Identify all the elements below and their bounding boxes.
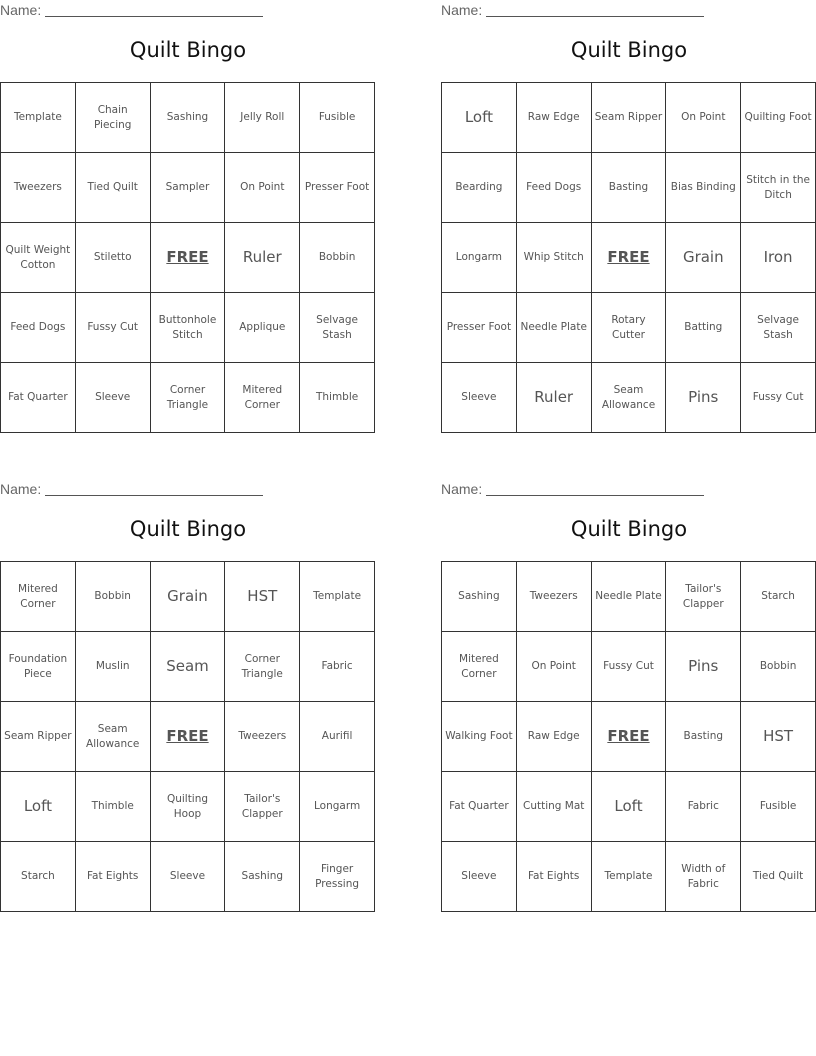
bingo-cell: Quilting Hoop — [151, 772, 226, 842]
bingo-cell: Seam Ripper — [1, 702, 76, 772]
bingo-cell: Iron — [741, 223, 816, 293]
bingo-cell: Sleeve — [442, 363, 517, 433]
bingo-cell: Longarm — [442, 223, 517, 293]
bingo-cell: Loft — [442, 83, 517, 153]
bingo-cell: Muslin — [76, 632, 151, 702]
bingo-cell: Stitch in the Ditch — [741, 153, 816, 223]
bingo-cell: Fusible — [300, 83, 375, 153]
free-space-cell: FREE — [592, 223, 667, 293]
bingo-cell: Width of Fabric — [666, 842, 741, 912]
bingo-grid — [441, 82, 816, 433]
bingo-cell: Stiletto — [76, 223, 151, 293]
bingo-grid — [441, 561, 816, 912]
bingo-cell: Seam Allowance — [592, 363, 667, 433]
bingo-cell: Bobbin — [741, 632, 816, 702]
card-title: Quilt Bingo — [570, 38, 688, 62]
bingo-cell: Fat Quarter — [442, 772, 517, 842]
bingo-cell: Bobbin — [300, 223, 375, 293]
card-title: Quilt Bingo — [129, 517, 247, 541]
bingo-cell: Thimble — [76, 772, 151, 842]
bingo-cell: Pins — [666, 363, 741, 433]
name-line — [0, 0, 376, 20]
bingo-cell: Tweezers — [225, 702, 300, 772]
bingo-cell: Mitered Corner — [1, 562, 76, 632]
bingo-cell: Jelly Roll — [225, 83, 300, 153]
bingo-cell: Bias Binding — [666, 153, 741, 223]
bingo-cell: Bobbin — [76, 562, 151, 632]
bingo-cell: Bearding — [442, 153, 517, 223]
bingo-cell: Sampler — [151, 153, 226, 223]
name-line — [441, 479, 816, 499]
bingo-cell: Tweezers — [517, 562, 592, 632]
name-label: Name: — [0, 481, 42, 497]
name-blank — [486, 16, 704, 17]
bingo-cell: Aurifil — [300, 702, 375, 772]
card-title: Quilt Bingo — [129, 38, 247, 62]
name-blank — [486, 495, 704, 496]
name-line — [0, 479, 376, 499]
name-blank — [45, 16, 263, 17]
bingo-cell: Fusible — [741, 772, 816, 842]
bingo-cell: Corner Triangle — [225, 632, 300, 702]
bingo-cell: Seam Allowance — [76, 702, 151, 772]
free-space-cell: FREE — [151, 702, 226, 772]
bingo-cell: Fussy Cut — [76, 293, 151, 363]
name-label: Name: — [441, 481, 483, 497]
bingo-cell: Raw Edge — [517, 83, 592, 153]
bingo-cell: HST — [741, 702, 816, 772]
name-label: Name: — [441, 2, 483, 18]
bingo-cell: Feed Dogs — [517, 153, 592, 223]
bingo-cell: Pins — [666, 632, 741, 702]
bingo-cell: Sleeve — [76, 363, 151, 433]
bingo-cell: HST — [225, 562, 300, 632]
bingo-cell: Ruler — [225, 223, 300, 293]
bingo-cell: Feed Dogs — [1, 293, 76, 363]
bingo-cell: Mitered Corner — [225, 363, 300, 433]
bingo-cell: Starch — [1, 842, 76, 912]
bingo-cell: Seam — [151, 632, 226, 702]
bingo-cell: Sashing — [225, 842, 300, 912]
bingo-cell: Sashing — [151, 83, 226, 153]
free-space-cell: FREE — [151, 223, 226, 293]
bingo-cell: Fabric — [666, 772, 741, 842]
bingo-grid — [0, 561, 375, 912]
bingo-cell: Sleeve — [442, 842, 517, 912]
bingo-cell: Raw Edge — [517, 702, 592, 772]
card-title: Quilt Bingo — [570, 517, 688, 541]
bingo-cell: Selvage Stash — [300, 293, 375, 363]
bingo-cell: Fussy Cut — [592, 632, 667, 702]
bingo-cell: Rotary Cutter — [592, 293, 667, 363]
bingo-cell: Fat Quarter — [1, 363, 76, 433]
bingo-cell: Fussy Cut — [741, 363, 816, 433]
bingo-cell: Fat Eights — [76, 842, 151, 912]
bingo-cell: Tailor's Clapper — [225, 772, 300, 842]
bingo-cell: Sashing — [442, 562, 517, 632]
bingo-cell: Template — [300, 562, 375, 632]
bingo-cell: Grain — [151, 562, 226, 632]
bingo-cell: Quilting Foot — [741, 83, 816, 153]
bingo-cell: Selvage Stash — [741, 293, 816, 363]
name-label: Name: — [0, 2, 42, 18]
bingo-cell: Thimble — [300, 363, 375, 433]
bingo-cell: Foundation Piece — [1, 632, 76, 702]
bingo-cell: Presser Foot — [300, 153, 375, 223]
bingo-cell: On Point — [517, 632, 592, 702]
name-line — [441, 0, 816, 20]
bingo-cell: Longarm — [300, 772, 375, 842]
bingo-cell: Basting — [592, 153, 667, 223]
bingo-grid — [0, 82, 375, 433]
bingo-cell: Buttonhole Stitch — [151, 293, 226, 363]
bingo-cell: Loft — [592, 772, 667, 842]
bingo-cell: Fat Eights — [517, 842, 592, 912]
bingo-cell: Tweezers — [1, 153, 76, 223]
bingo-cell: Whip Stitch — [517, 223, 592, 293]
bingo-cell: Basting — [666, 702, 741, 772]
bingo-cell: Quilt Weight Cotton — [1, 223, 76, 293]
bingo-cell: Ruler — [517, 363, 592, 433]
bingo-cell: Fabric — [300, 632, 375, 702]
bingo-cell: On Point — [666, 83, 741, 153]
bingo-cell: Applique — [225, 293, 300, 363]
bingo-cell: Walking Foot — [442, 702, 517, 772]
bingo-cell: Tied Quilt — [741, 842, 816, 912]
bingo-cell: Starch — [741, 562, 816, 632]
bingo-cell: Mitered Corner — [442, 632, 517, 702]
bingo-cell: Tied Quilt — [76, 153, 151, 223]
bingo-cell: Cutting Mat — [517, 772, 592, 842]
bingo-cell: Template — [592, 842, 667, 912]
name-blank — [45, 495, 263, 496]
free-space-cell: FREE — [592, 702, 667, 772]
bingo-cell: Needle Plate — [517, 293, 592, 363]
bingo-cell: Template — [1, 83, 76, 153]
bingo-cell: Batting — [666, 293, 741, 363]
bingo-cell: Sleeve — [151, 842, 226, 912]
bingo-cell: Needle Plate — [592, 562, 667, 632]
bingo-cell: On Point — [225, 153, 300, 223]
bingo-cell: Corner Triangle — [151, 363, 226, 433]
bingo-cell: Grain — [666, 223, 741, 293]
bingo-cell: Seam Ripper — [592, 83, 667, 153]
bingo-cell: Finger Pressing — [300, 842, 375, 912]
bingo-cell: Presser Foot — [442, 293, 517, 363]
bingo-cell: Chain Piecing — [76, 83, 151, 153]
bingo-cell: Tailor's Clapper — [666, 562, 741, 632]
bingo-cell: Loft — [1, 772, 76, 842]
